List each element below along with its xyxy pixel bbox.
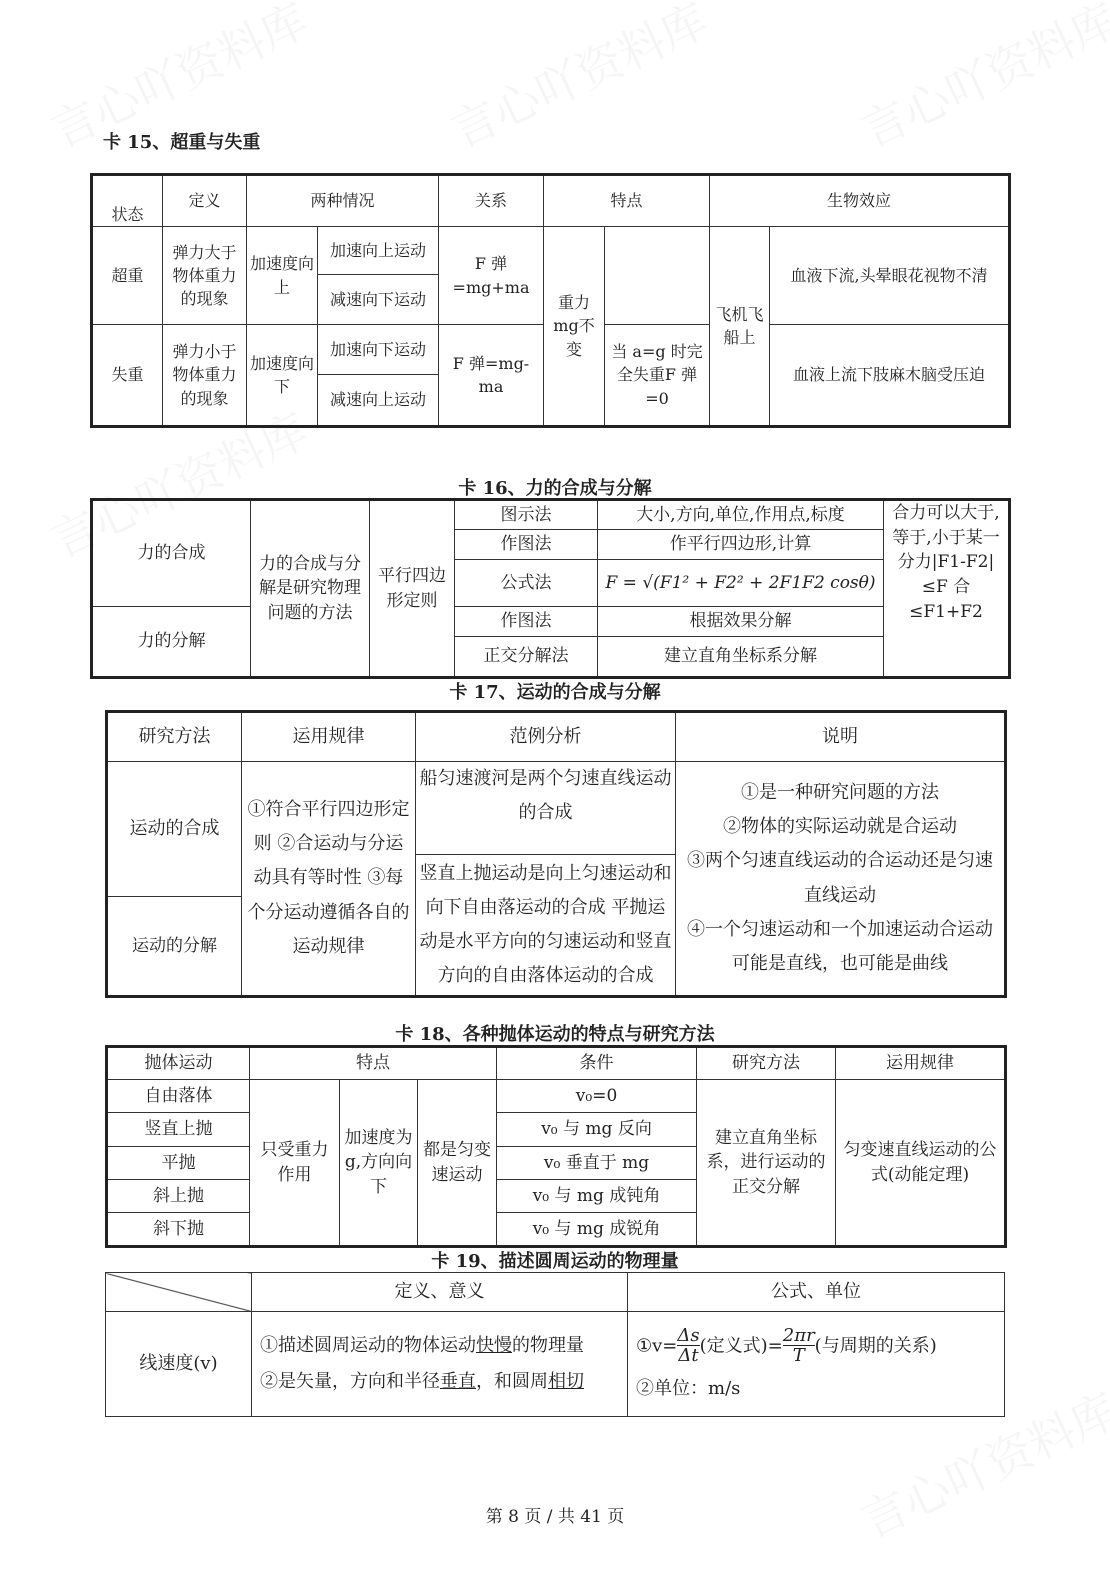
card15-title: 卡 15、超重与失重 (103, 132, 261, 153)
text: ①v= (636, 1334, 678, 1356)
effect-weightless: 血液上流下肢麻木脑受压迫 (770, 325, 1010, 427)
method-content: 根据效果分解 (598, 607, 884, 637)
formula (598, 560, 884, 607)
header-def: 定义 (163, 175, 247, 227)
card17-table (105, 710, 1007, 998)
example2: 竖直上抛运动是向上匀速运动和向下自由落运动的合成 平抛运动是水平方向的匀速运动和竖直方向的自由落体运动的合成 (416, 855, 676, 997)
effect-overweight: 血液下流,头晕眼花视物不清 (770, 227, 1010, 325)
page-footer: 第 8 页 / 共 41 页 (485, 1507, 625, 1527)
decomposition: 运动的分解 (107, 897, 242, 997)
relation-weightless: F 弹=mg-ma (439, 325, 544, 427)
underlined-text: 快慢 (476, 1335, 512, 1356)
method: 建立直角坐标系，进行运动的正交分解 (697, 1080, 836, 1247)
header: 研究方法 (107, 712, 242, 762)
case: 加速向上运动 (318, 227, 439, 275)
condition: v₀ 垂直于 mg (497, 1147, 697, 1180)
rules: ①符合平行四边形定则 ②合运动与分运动具有等时性 ③每个分运动遵循各自的运动规律 (242, 762, 416, 997)
feature-complete-weightless: 当 a=g 时完全失重F 弹=0 (605, 325, 710, 427)
header-effect: 生物效应 (710, 175, 1010, 227)
card16-title: 卡 16、力的合成与分解 (458, 478, 652, 499)
card18-title: 卡 18、各种抛体运动的特点与研究方法 (395, 1024, 715, 1045)
case: 减速向上运动 (318, 375, 439, 427)
composition: 运动的合成 (107, 762, 242, 897)
relation-overweight: F 弹=mg+ma (439, 227, 544, 325)
law: 平行四边形定则 (370, 500, 455, 678)
definition (252, 1312, 628, 1417)
def-line-2 (260, 1364, 624, 1400)
underlined-text: 垂直 (440, 1371, 476, 1392)
case: 加速向下运动 (318, 325, 439, 375)
motion: 平抛 (107, 1147, 250, 1180)
text: ②是矢量，方向和半径 (260, 1371, 440, 1392)
watermark (849, 0, 1110, 161)
header: 研究方法 (697, 1047, 836, 1080)
motion: 斜上抛 (107, 1180, 250, 1213)
header-cases: 两种情况 (247, 175, 439, 227)
method-content: 建立直角坐标系分解 (598, 637, 884, 678)
method-name: 图示法 (455, 500, 598, 530)
header: 特点 (250, 1047, 497, 1080)
header: 抛体运动 (107, 1047, 250, 1080)
state-weightless: 失重 (92, 325, 163, 427)
header: 运用规律 (836, 1047, 1006, 1080)
diagonal-header-cell (106, 1273, 252, 1312)
note: ①是一种研究问题的方法 (741, 781, 939, 803)
header-state: 状态 (92, 175, 163, 227)
note: ④一个匀速运动和一个加速运动合运动可能是直线，也可能是曲线 (687, 918, 993, 974)
formula-unit (628, 1312, 1005, 1417)
decomposition: 力的分解 (92, 607, 251, 678)
motion: 自由落体 (107, 1080, 250, 1113)
underlined-text: 相切 (548, 1371, 584, 1392)
text: ①描述圆周运动的物体运动 (260, 1335, 476, 1356)
header-features: 特点 (544, 175, 710, 227)
description: 力的合成与分解是研究物理问题的方法 (251, 500, 370, 678)
example1: 船匀速渡河是两个匀速直线运动的合成 (416, 762, 676, 855)
header: 公式、单位 (628, 1273, 1005, 1312)
text: 的物理量 (512, 1335, 584, 1356)
header: 运用规律 (242, 712, 416, 762)
card17-title: 卡 17、运动的合成与分解 (449, 682, 661, 703)
formula-text: F = √(F1² + F2² + 2F1F2 cosθ) (605, 572, 876, 593)
rule: 匀变速直线运动的公式(动能定理) (836, 1080, 1006, 1247)
header-relation: 关系 (439, 175, 544, 227)
motion: 竖直上抛 (107, 1113, 250, 1147)
card19-table (105, 1272, 1005, 1417)
watermark (439, 0, 717, 161)
condition: v₀ 与 mg 反向 (497, 1113, 697, 1147)
formula-line (636, 1326, 1001, 1367)
card19-title: 卡 19、描述圆周运动的物理量 (431, 1251, 679, 1272)
method-content: 作平行四边形,计算 (598, 530, 884, 560)
header: 说明 (676, 712, 1006, 762)
quantity: 线速度(v) (106, 1312, 252, 1417)
def-overweight: 弹力大于物体重力的现象 (163, 227, 247, 325)
denominator: Δt (678, 1345, 699, 1367)
card18-table (105, 1045, 1007, 1248)
feature-force: 只受重力作用 (250, 1080, 340, 1247)
case: 减速向下运动 (318, 275, 439, 325)
text: (与周期的关系) (814, 1334, 937, 1356)
acc-overweight: 加速度向上 (247, 227, 318, 325)
card16-table (90, 498, 1011, 679)
notes (676, 762, 1006, 997)
method-name: 作图法 (455, 607, 598, 637)
condition: v₀ 与 mg 成锐角 (497, 1213, 697, 1247)
method-content: 大小,方向,单位,作用点,标度 (598, 500, 884, 530)
scene: 飞机飞船上 (710, 227, 770, 427)
state-overweight: 超重 (92, 227, 163, 325)
motion: 斜下抛 (107, 1213, 250, 1247)
unit: ②单位：m/s (636, 1378, 741, 1400)
card15-table (90, 173, 1011, 428)
text: (定义式)= (699, 1334, 783, 1356)
fraction (783, 1326, 815, 1367)
method-name: 正交分解法 (455, 637, 598, 678)
note: ②物体的实际运动就是合运动 (723, 816, 957, 838)
method-name: 作图法 (455, 530, 598, 560)
feature-uniform: 都是匀变速运动 (418, 1080, 497, 1247)
numerator: Δs (677, 1324, 700, 1346)
note: 合力可以大于,等于,小于某一分力|F1-F2|≤F 合≤F1+F2 (884, 500, 1010, 678)
method-name: 公式法 (455, 560, 598, 607)
feature-gravity: 重力mg不变 (544, 227, 605, 427)
note: ③两个匀速直线运动的合运动还是匀速直线运动 (687, 850, 993, 906)
condition: v₀ 与 mg 成钝角 (497, 1180, 697, 1213)
def-weightless: 弹力小于物体重力的现象 (163, 325, 247, 427)
def-line-1 (260, 1328, 624, 1364)
header: 定义、意义 (252, 1273, 628, 1312)
header: 范例分析 (416, 712, 676, 762)
header: 条件 (497, 1047, 697, 1080)
feature-empty (605, 227, 710, 325)
composition: 力的合成 (92, 500, 251, 607)
denominator: T (792, 1345, 805, 1367)
acc-weightless: 加速度向下 (247, 325, 318, 427)
condition: v₀=0 (497, 1080, 697, 1113)
text: ，和圆周 (476, 1371, 548, 1392)
fraction (677, 1326, 699, 1367)
numerator: 2πr (782, 1324, 815, 1346)
feature-acceleration: 加速度为 g,方向向下 (340, 1080, 418, 1247)
